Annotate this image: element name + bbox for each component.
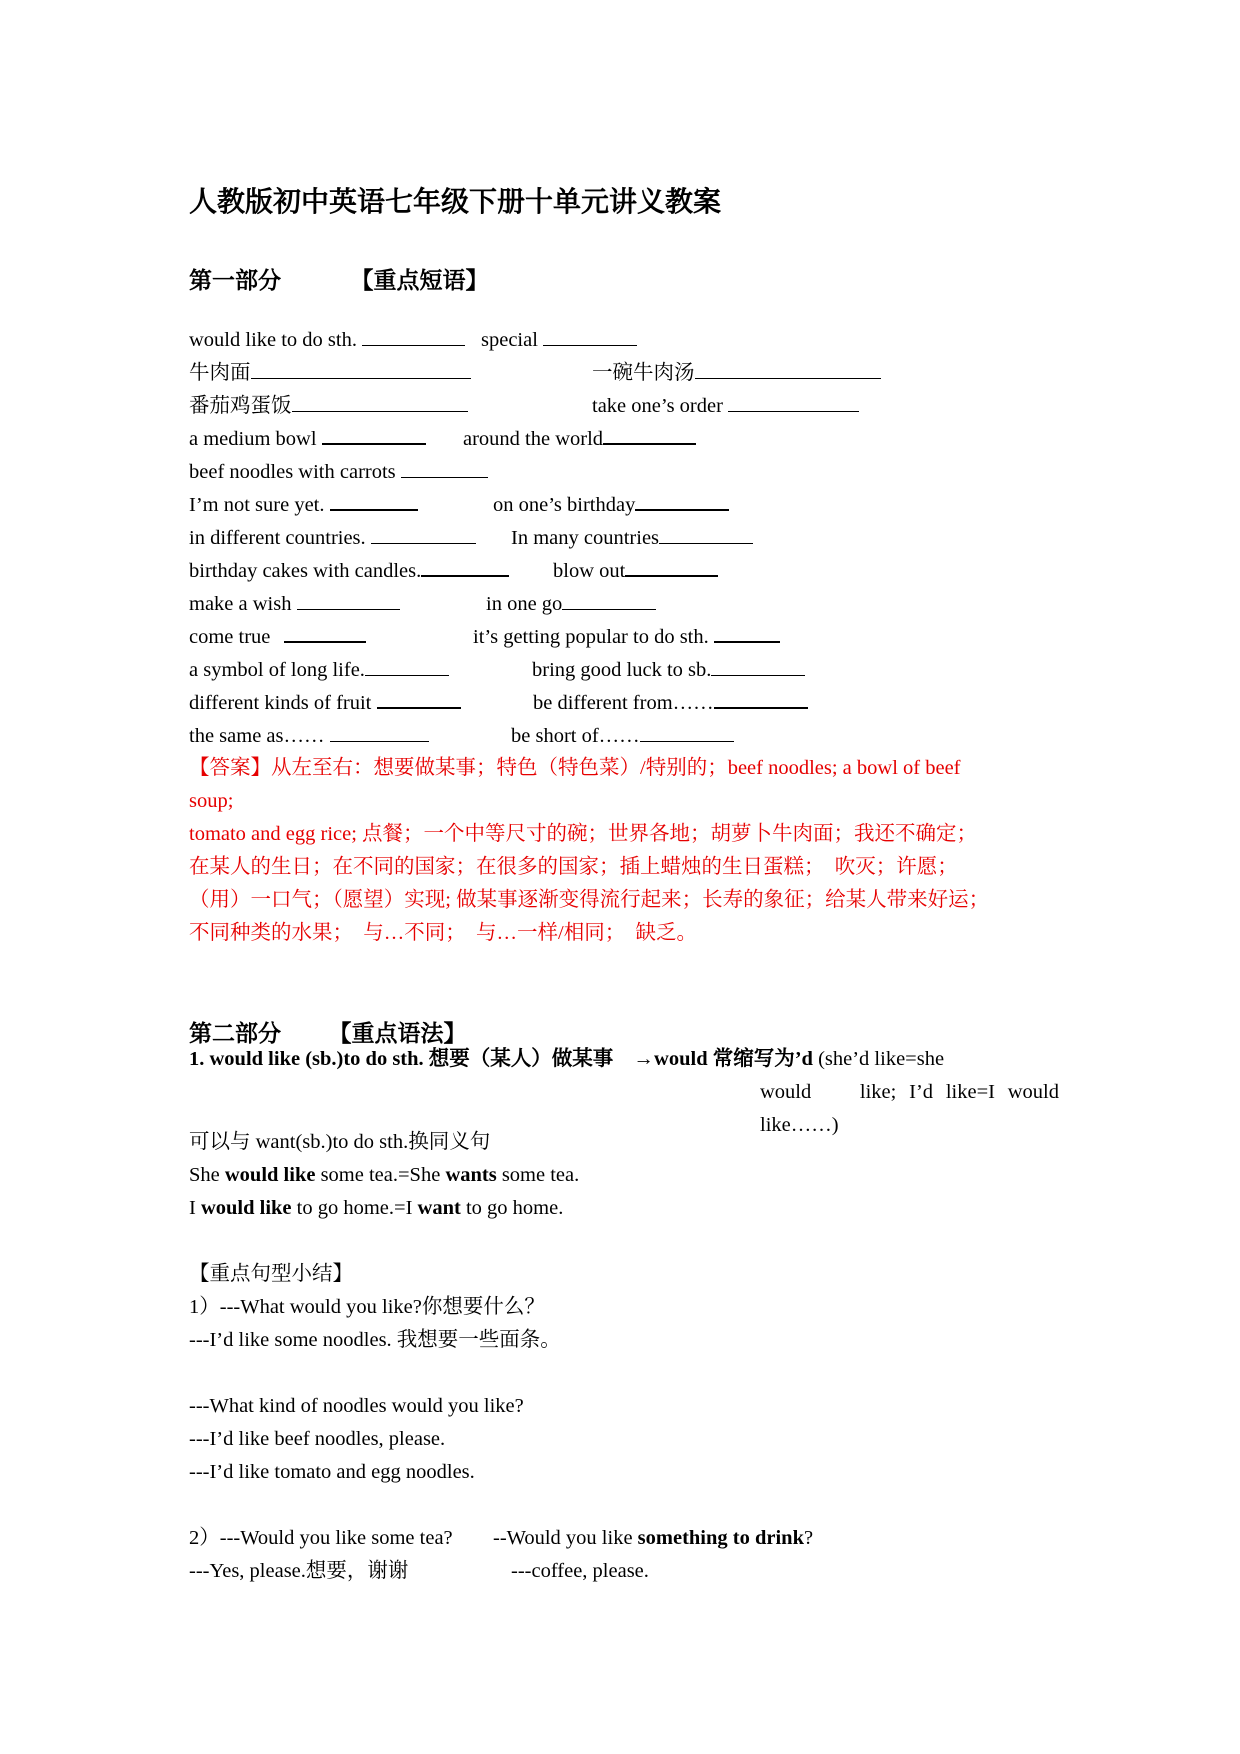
text: She: [189, 1164, 225, 1186]
answer-blank[interactable]: [543, 329, 637, 346]
answer-blank[interactable]: [421, 559, 509, 577]
answer-blank[interactable]: [695, 362, 881, 379]
answer-blank[interactable]: [322, 427, 426, 445]
text-bold: something to drink: [637, 1527, 804, 1549]
part2-label: 第二部分: [189, 1021, 281, 1046]
text: --Would you like: [493, 1527, 638, 1549]
arrow-icon: →: [633, 1048, 655, 1070]
phrase: in one go: [486, 593, 563, 615]
text: some tea.=She: [315, 1164, 446, 1186]
phrase: come true: [189, 626, 271, 648]
text: ?: [803, 1527, 814, 1549]
example-sentence-2: [189, 1196, 563, 1220]
answer-blank[interactable]: [330, 493, 418, 511]
phrase: 牛肉面: [189, 362, 251, 384]
answer-blank[interactable]: [297, 593, 400, 610]
answer-blank[interactable]: [284, 625, 366, 643]
text: some tea.: [496, 1164, 580, 1186]
answer-line: （用）一口气；（愿望）实现; 做某事逐渐变得流行起来；长寿的象征；给某人带来好运；: [189, 889, 990, 911]
phrase: in different countries.: [189, 527, 366, 549]
phrase: a medium bowl: [189, 428, 317, 450]
answer-blank[interactable]: [714, 625, 780, 643]
grammar-point-1: [189, 1043, 1059, 1136]
contraction-example-line: like……): [760, 1114, 839, 1136]
phrase: 一碗牛肉汤: [592, 362, 695, 384]
phrase: the same as……: [189, 725, 325, 747]
phrase: around the world: [463, 428, 604, 450]
text: to go home.=I: [291, 1197, 418, 1219]
document-title: 人教版初中英语七年级下册十单元讲义教案: [189, 187, 722, 218]
answer-blank[interactable]: [365, 659, 449, 676]
answer-blank[interactable]: [371, 527, 476, 544]
answer-blank[interactable]: [640, 725, 734, 742]
part1-tag: 【重点短语】: [350, 268, 489, 293]
text-bold: wants: [445, 1164, 497, 1186]
contraction-example-line: would like; I’d like=I would: [760, 1081, 1059, 1103]
answer-blank[interactable]: [635, 493, 729, 511]
phrase: bring good luck to sb.: [532, 659, 712, 681]
text-bold: would like: [224, 1164, 316, 1186]
dialogue-line: ---I’d like some noodles. 我想要一些面条。: [189, 1329, 561, 1351]
answer-blank[interactable]: [362, 329, 465, 346]
text: to go home.: [460, 1197, 564, 1219]
text: ---coffee, please.: [511, 1560, 649, 1582]
answer-blank[interactable]: [377, 691, 461, 709]
phrase: be short of……: [511, 725, 640, 747]
answer-line: 在某人的生日；在不同的国家；在很多的国家；插上蜡烛的生日蛋糕； 吹灭；许愿；: [189, 856, 958, 878]
text: ---Yes, please.想要，谢谢: [189, 1560, 409, 1582]
dialogue-line: ---I’d like tomato and egg noodles.: [189, 1461, 475, 1483]
dialogue-line: ---What kind of noodles would you like?: [189, 1395, 524, 1417]
dialogue-line: ---I’d like beef noodles, please.: [189, 1428, 446, 1450]
phrase: birthday cakes with candles.: [189, 560, 422, 582]
phrase: take one’s order: [592, 395, 723, 417]
answer-line: soup;: [189, 790, 234, 812]
phrase: it’s getting popular to do sth.: [473, 626, 709, 648]
phrase: beef noodles with carrots: [189, 461, 396, 483]
part1-label: 第一部分: [189, 268, 281, 293]
text-bold: want: [417, 1197, 461, 1219]
phrase: would like to do sth.: [189, 329, 357, 351]
contraction-note: would 常缩写为’d: [654, 1048, 813, 1070]
grammar-rule: 1. would like (sb.)to do sth. 想要（某人）做某事: [189, 1048, 614, 1070]
phrase: a symbol of long life.: [189, 659, 365, 681]
answer-key: [189, 752, 1059, 950]
phrase: make a wish: [189, 593, 292, 615]
sentence-summary-heading: 【重点句型小结】: [189, 1263, 353, 1285]
answer-blank[interactable]: [562, 593, 656, 610]
text: 2）---Would you like some tea?: [189, 1527, 453, 1549]
answer-line: 不同种类的水果； 与…不同； 与…一样/相同； 缺乏。: [189, 922, 697, 944]
answer-line: 【答案】从左至右：想要做某事；特色（特色菜）/特别的；beef noodles; a bowl of beef: [189, 757, 961, 779]
answer-line: tomato and egg rice; 点餐；一个中等尺寸的碗；世界各地；胡萝卜牛肉面；我还不确定；: [189, 823, 978, 845]
answer-blank[interactable]: [625, 559, 718, 577]
phrase: 番茄鸡蛋饭: [189, 395, 292, 417]
phrase: different kinds of fruit: [189, 692, 372, 714]
answer-blank[interactable]: [330, 725, 429, 742]
text: I: [189, 1197, 201, 1219]
phrase: be different from……: [533, 692, 714, 714]
answer-blank[interactable]: [714, 691, 808, 709]
swap-note: 可以与 want(sb.)to do sth.换同义句: [189, 1131, 491, 1153]
answer-blank[interactable]: [603, 427, 696, 445]
answer-blank[interactable]: [728, 395, 859, 412]
phrase: I’m not sure yet.: [189, 494, 325, 516]
grammar-point-line: [189, 1043, 1059, 1076]
answer-blank[interactable]: [251, 362, 471, 379]
phrase: on one’s birthday: [493, 494, 636, 516]
example-sentence-1: [189, 1163, 579, 1187]
phrase: blow out: [553, 560, 626, 582]
answer-blank[interactable]: [292, 395, 468, 412]
part1-heading: [189, 262, 489, 295]
phrase: In many countries: [511, 527, 660, 549]
text-group: [493, 1526, 813, 1550]
part2-tag: 【重点语法】: [328, 1021, 467, 1046]
phrase: special: [481, 329, 538, 351]
contraction-example-cont: [760, 1076, 1059, 1142]
dialogue-line: 1）---What would you like?你想要什么？: [189, 1296, 545, 1318]
answer-blank[interactable]: [711, 659, 805, 676]
contraction-example: (she’d like=she: [818, 1048, 945, 1070]
answer-blank[interactable]: [401, 461, 488, 478]
text-bold: would like: [200, 1197, 292, 1219]
answer-blank[interactable]: [659, 527, 753, 544]
